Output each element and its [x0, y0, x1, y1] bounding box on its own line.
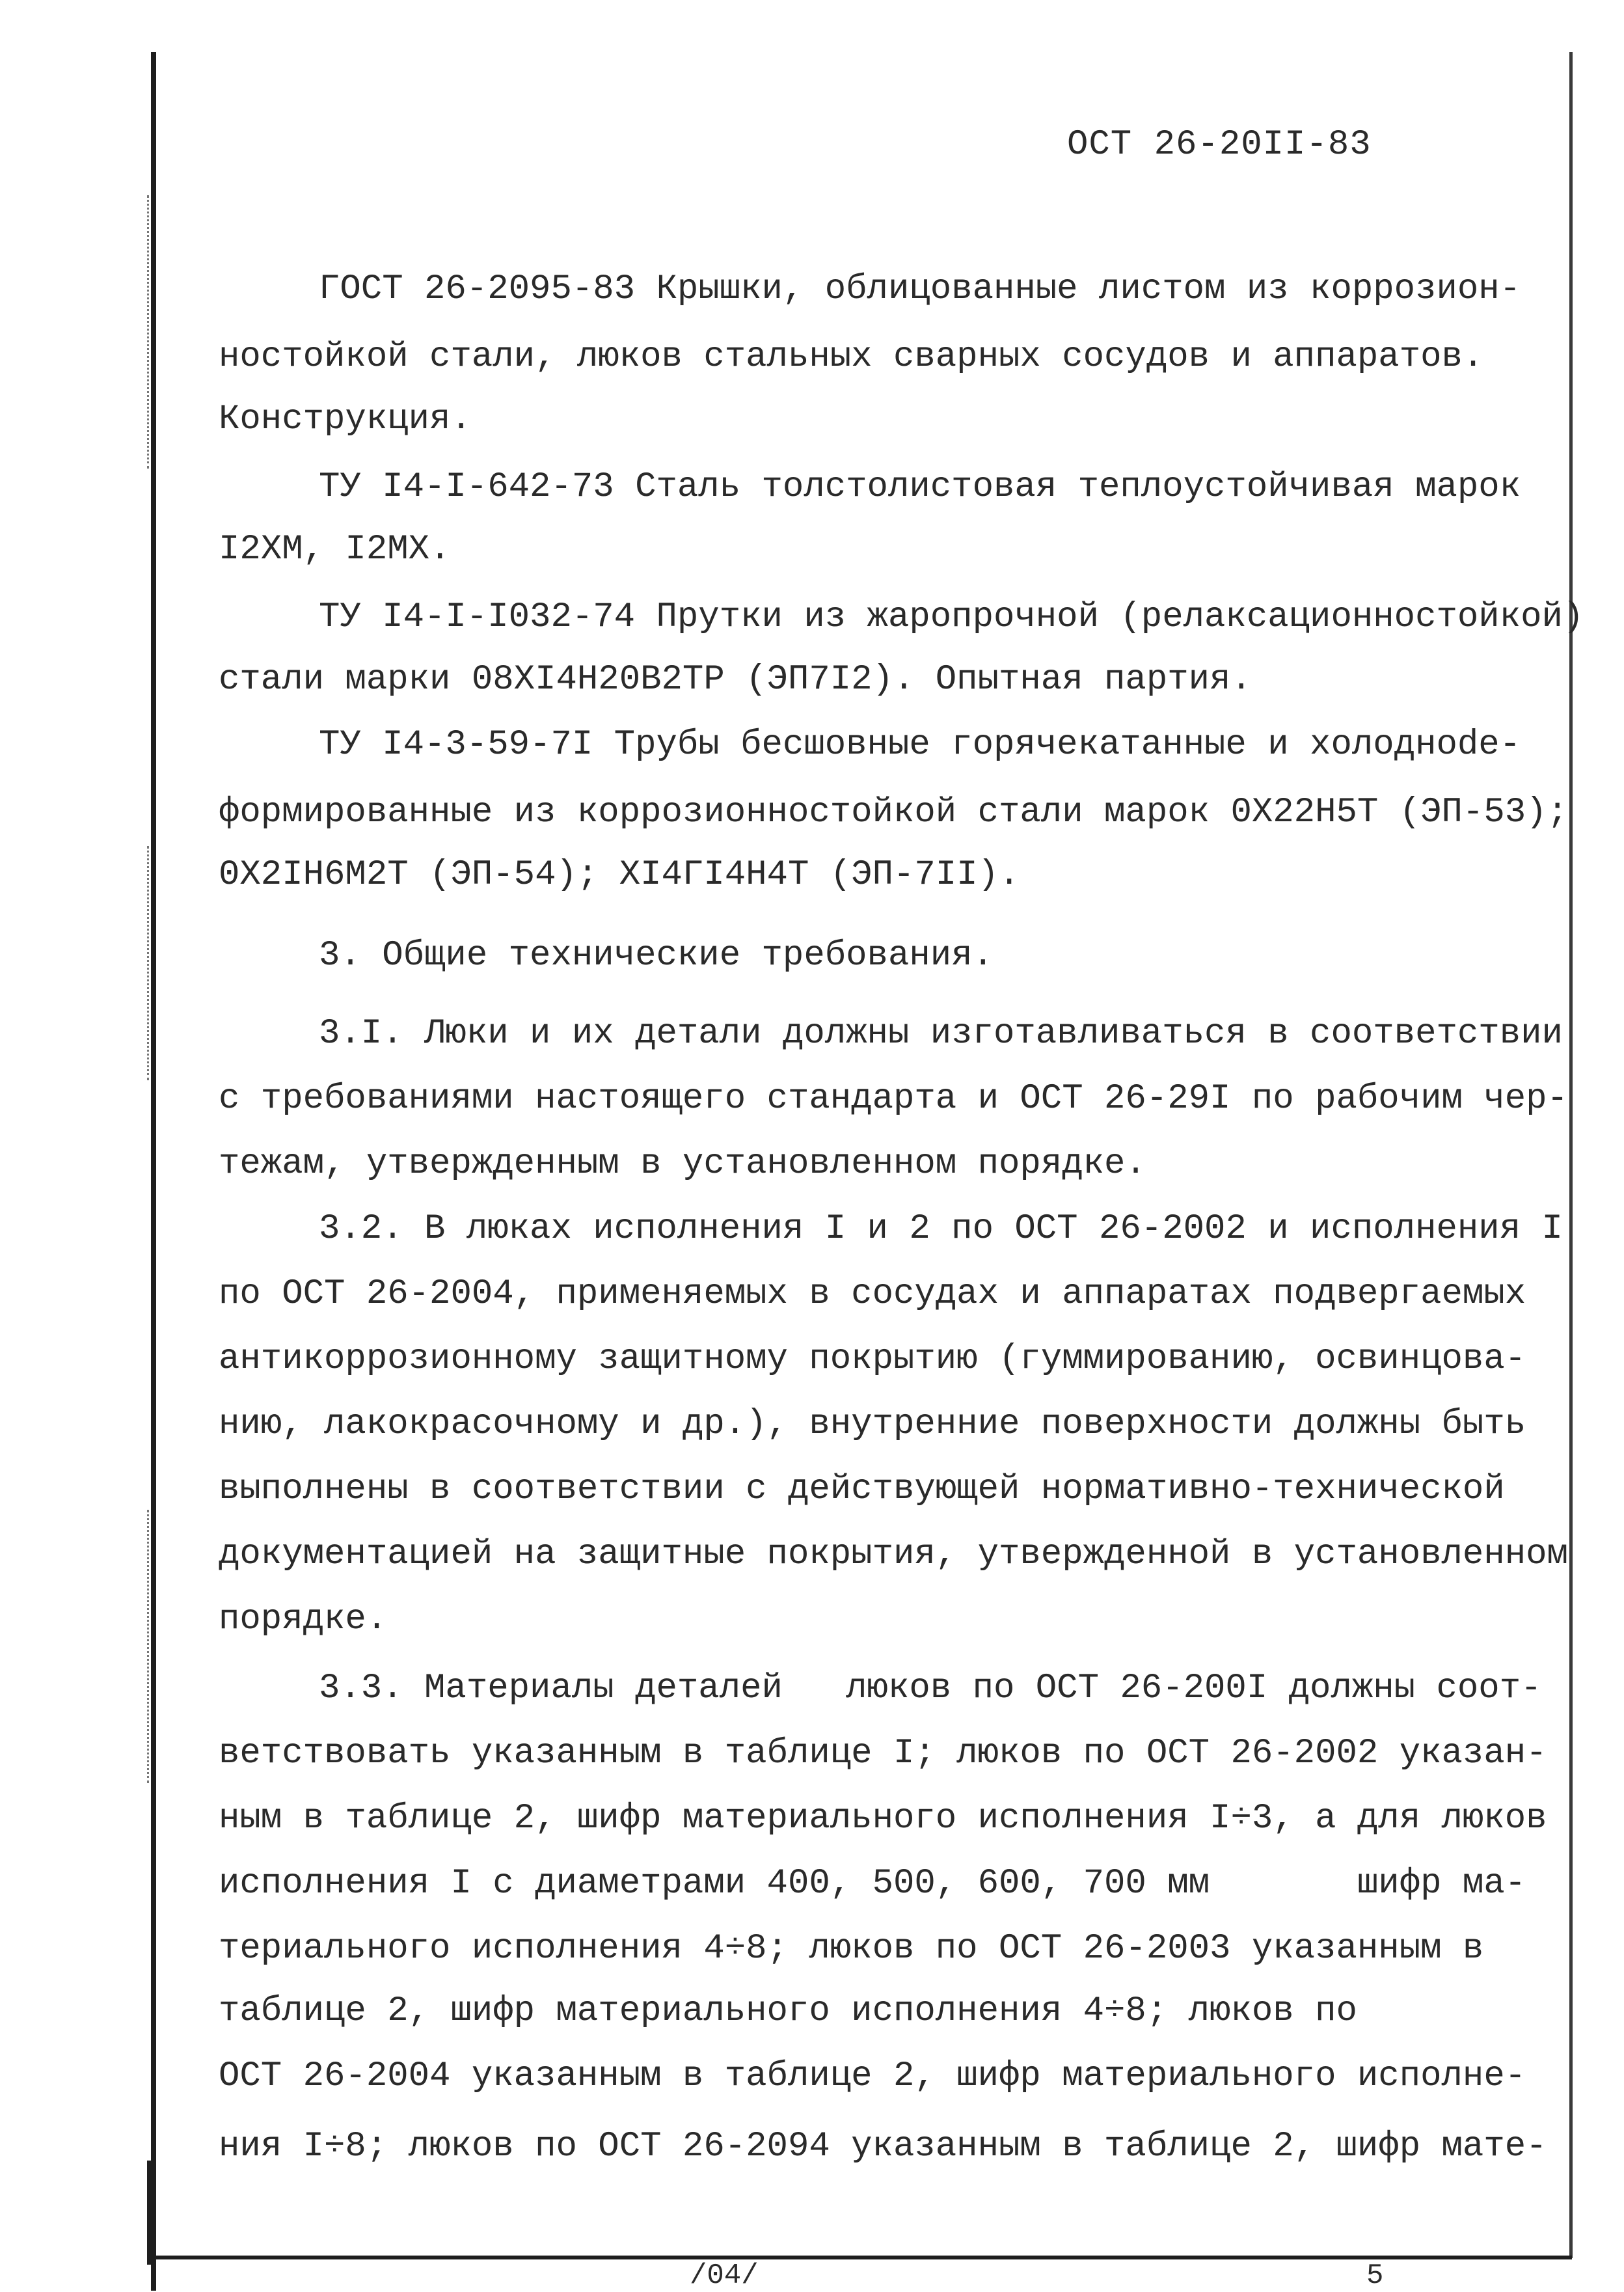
- text-line: ТУ I4-3-59-7I Трубы бесшовные горячекатанные и холоднode-: [319, 725, 1521, 765]
- document-code: ОСТ 26-20II-83: [1067, 125, 1372, 165]
- page-number: 5: [1366, 2259, 1384, 2292]
- right-margin-rule: [1569, 52, 1573, 2258]
- text-line: ТУ I4-I-I032-74 Прутки из жаропрочной (релаксационностойкой): [319, 597, 1584, 637]
- text-line: ностойкой стали, люков стальных сварных сосудов и аппаратов.: [219, 337, 1484, 377]
- text-line: 3.I. Люки и их детали должны изготавливаться в соответствии: [319, 1014, 1563, 1054]
- text-line: тежам, утвержденным в установленном порядке.: [219, 1144, 1146, 1184]
- text-line: I2ХМ, I2МХ.: [219, 530, 451, 569]
- punch-dots: [147, 1510, 151, 1783]
- left-margin-rule: [151, 52, 156, 2291]
- text-line: исполнения I с диаметрами 400, 500, 600, 700 мм шифр ма-: [219, 1864, 1526, 1903]
- text-line: ным в таблице 2, шифр материального исполнения I÷3, а для люков: [219, 1799, 1547, 1838]
- text-line: ГОСТ 26-2095-83 Крышки, облицованные листом из коррозион-: [319, 269, 1521, 309]
- page-folio-left: /04/: [690, 2259, 759, 2292]
- text-line: 0Х2IН6М2Т (ЭП-54); ХI4ГI4Н4Т (ЭП-7II).: [219, 855, 1020, 895]
- left-margin-rule-lower: [147, 2161, 151, 2265]
- text-line: стали марки 08ХI4Н20В2ТР (ЭП7I2). Опытная партия.: [219, 660, 1252, 700]
- text-line: порядке.: [219, 1600, 388, 1639]
- text-line: таблице 2, шифр материального исполнения 4÷8; люков по: [219, 1991, 1357, 2031]
- punch-dots: [147, 846, 151, 1080]
- text-line: 3.3. Материалы деталей люков по ОСТ 26-200I должны соот-: [319, 1669, 1542, 1708]
- text-line: ветствовать указанным в таблице I; люков по ОСТ 26-2002 указан-: [219, 1734, 1547, 1773]
- text-line: нию, лакокрасочному и др.), внутренние поверхности должны быть: [219, 1404, 1526, 1444]
- bottom-margin-rule: [151, 2256, 1572, 2259]
- text-line: выполнены в соответствии с действующей нормативно-технической: [219, 1469, 1505, 1509]
- text-line: формированные из коррозионностойкой стали марок 0Х22Н5Т (ЭП-53);: [219, 793, 1568, 832]
- text-line: документацией на защитные покрытия, утвержденной в установленном: [219, 1535, 1568, 1574]
- section-heading: 3. Общие технические требования.: [319, 936, 994, 975]
- text-line: с требованиями настоящего стандарта и ОСТ 26-29I по рабочим чер-: [219, 1079, 1568, 1119]
- text-line: ния I÷8; люков по ОСТ 26-2094 указанным в таблице 2, шифр мате-: [219, 2127, 1547, 2166]
- text-line: 3.2. В люках исполнения I и 2 по ОСТ 26-2002 и исполнения I: [319, 1209, 1563, 1249]
- text-line: антикоррозионному защитному покрытию (гуммированию, освинцова-: [219, 1339, 1526, 1379]
- punch-dots: [147, 195, 151, 469]
- text-line: ОСТ 26-2004 указанным в таблице 2, шифр материального исполне-: [219, 2056, 1526, 2096]
- text-line: ТУ I4-I-642-73 Сталь толстолистовая теплоустойчивая марок: [319, 467, 1521, 507]
- text-line: териального исполнения 4÷8; люков по ОСТ 26-2003 указанным в: [219, 1929, 1484, 1969]
- text-line: по ОСТ 26-2004, применяемых в сосудах и аппаратах подвергаемых: [219, 1274, 1526, 1314]
- text-line: Конструкция.: [219, 400, 472, 439]
